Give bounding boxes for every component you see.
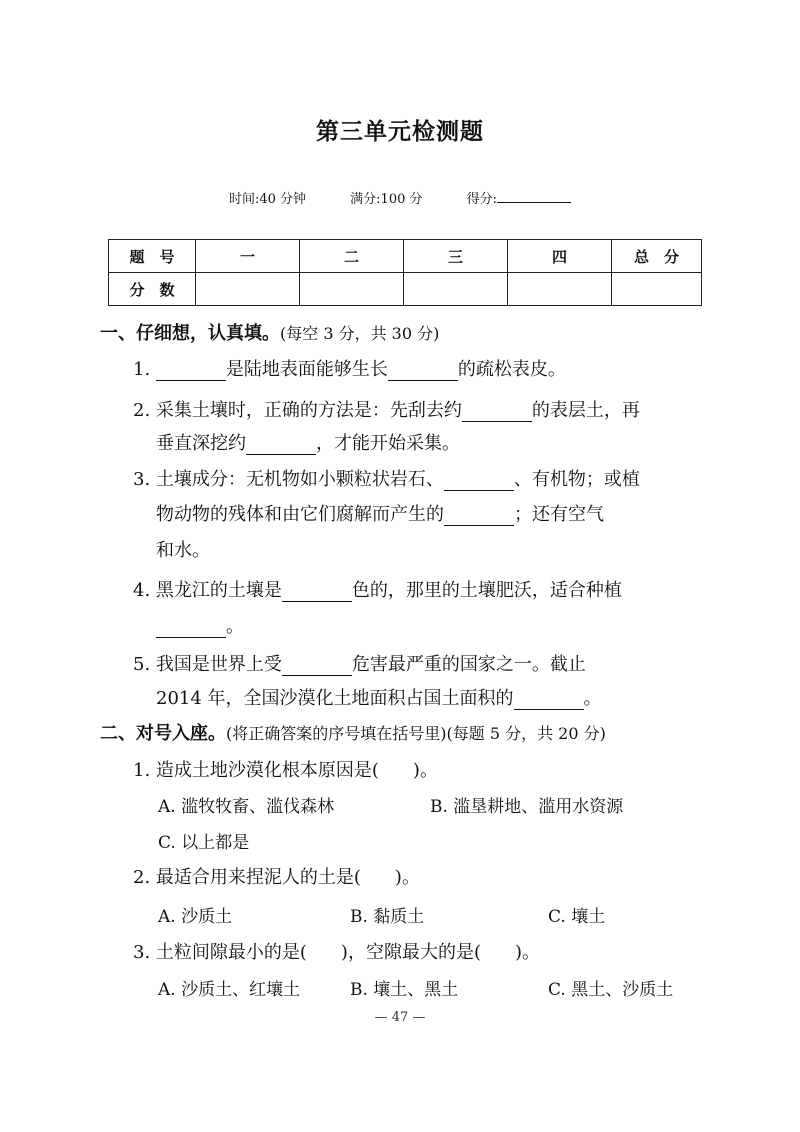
section-2-note: (将正确答案的序号填在括号里)(每题 5 分，共 20 分) <box>226 724 606 743</box>
score-table-score-row <box>109 273 702 306</box>
full-score-label: 满分:100 分 <box>350 192 423 207</box>
q-text: 是陆地表面能够生长 <box>225 359 388 380</box>
question-2-2 <box>133 863 420 889</box>
question-1-2 <box>133 396 640 422</box>
answer-blank[interactable] <box>444 472 514 491</box>
option-2-1-c: C. 以上都是 <box>158 833 250 853</box>
question-1-3 <box>133 465 640 491</box>
question-1-1 <box>133 355 566 381</box>
q-text: )。 <box>412 760 438 781</box>
q-text: 3. 土壤成分：无机物如小颗粒状岩石、 <box>133 469 444 490</box>
question-1-4-cont <box>156 612 244 638</box>
section-2-title: 二、对号入座。 <box>100 723 226 744</box>
score-table-header-row <box>109 240 702 273</box>
option-2-1-a: A. 滥牧牧畜、滥伐森林 <box>158 797 335 817</box>
section-2-heading <box>100 719 606 745</box>
q-text: 和水。 <box>156 540 210 561</box>
exam-info <box>0 188 800 207</box>
header-cell: 二 <box>300 240 404 273</box>
score-cell[interactable] <box>196 273 300 306</box>
header-cell: 一 <box>196 240 300 273</box>
header-cell: 总 分 <box>612 240 702 273</box>
page-number: — 47 — <box>374 1010 426 1025</box>
q-text: )。 <box>514 942 540 963</box>
score-cell[interactable] <box>612 273 702 306</box>
section-1-note: (每空 3 分，共 30 分) <box>280 324 440 343</box>
option-2-3-c: C. 黑土、沙质土 <box>548 980 674 1000</box>
q-text: 3. 土粒间隙最小的是( <box>133 942 307 963</box>
q-text: ，才能开始采集。 <box>316 433 460 454</box>
answer-blank[interactable] <box>246 436 316 455</box>
header-cell: 题 号 <box>109 240 196 273</box>
q-text: 的疏松表皮。 <box>457 359 566 380</box>
page-title: 第三单元检测题 <box>316 119 484 145</box>
q-text: 垂直深挖约 <box>156 433 246 454</box>
q-text: 的表层土，再 <box>531 400 640 421</box>
q-text: 2014 年，全国沙漠化土地面积占国土面积的 <box>156 688 514 709</box>
option-2-2-c: C. 壤土 <box>548 907 606 927</box>
section-1-heading <box>100 319 439 345</box>
score-blank[interactable] <box>497 201 571 203</box>
answer-blank[interactable] <box>156 362 226 381</box>
q-text: 色的，那里的土壤肥沃，适合种植 <box>351 580 622 601</box>
score-table <box>108 239 702 306</box>
score-cell[interactable] <box>508 273 612 306</box>
option-2-2-b: B. 黏质土 <box>350 907 425 927</box>
question-1-3-cont2 <box>156 536 210 562</box>
header-cell: 四 <box>508 240 612 273</box>
q-text: 1. <box>133 359 156 380</box>
score-cell[interactable] <box>300 273 404 306</box>
question-1-2-cont <box>156 429 460 455</box>
question-2-1 <box>133 756 438 782</box>
q-text: ；还有空气 <box>514 504 604 525</box>
question-2-3 <box>133 938 540 964</box>
header-cell: 三 <box>404 240 508 273</box>
q-text: 、有机物；或植 <box>513 469 640 490</box>
option-2-3-b: B. 壤土、黑土 <box>350 980 459 1000</box>
question-1-5 <box>133 650 586 676</box>
option-2-2-a: A. 沙质土 <box>158 907 233 927</box>
answer-blank[interactable] <box>282 583 352 602</box>
answer-blank[interactable] <box>388 362 458 381</box>
q-text: 2. 最适合用来捏泥人的土是( <box>133 867 361 888</box>
answer-blank[interactable] <box>282 657 352 676</box>
q-text: )，空隙最大的是( <box>340 942 481 963</box>
option-2-3-a: A. 沙质土、红壤土 <box>158 980 301 1000</box>
score-label: 得分: <box>466 192 498 207</box>
question-1-4 <box>133 576 622 602</box>
q-text: 1. 造成土地沙漠化根本原因是( <box>133 760 379 781</box>
q-text: 危害最严重的国家之一。截止 <box>351 654 586 675</box>
q-text: 物动物的残体和由它们腐解而产生的 <box>156 504 444 525</box>
answer-blank[interactable] <box>514 691 584 710</box>
score-row-label: 分 数 <box>109 273 196 306</box>
q-text: 2. 采集土壤时，正确的方法是：先刮去约 <box>133 400 462 421</box>
section-1-title: 一、仔细想，认真填。 <box>100 323 280 344</box>
q-text: 。 <box>226 616 244 637</box>
q-text: )。 <box>394 867 420 888</box>
q-text: 5. 我国是世界上受 <box>133 654 282 675</box>
answer-blank[interactable] <box>462 403 532 422</box>
question-1-5-cont <box>156 684 602 710</box>
question-1-3-cont <box>156 500 604 526</box>
answer-blank[interactable] <box>156 619 226 638</box>
q-text: 4. 黑龙江的土壤是 <box>133 580 282 601</box>
score-cell[interactable] <box>404 273 508 306</box>
option-2-1-b: B. 滥垦耕地、滥用水资源 <box>430 797 624 817</box>
time-label: 时间:40 分钟 <box>228 192 307 207</box>
q-text: 。 <box>583 688 602 709</box>
answer-blank[interactable] <box>444 507 514 526</box>
